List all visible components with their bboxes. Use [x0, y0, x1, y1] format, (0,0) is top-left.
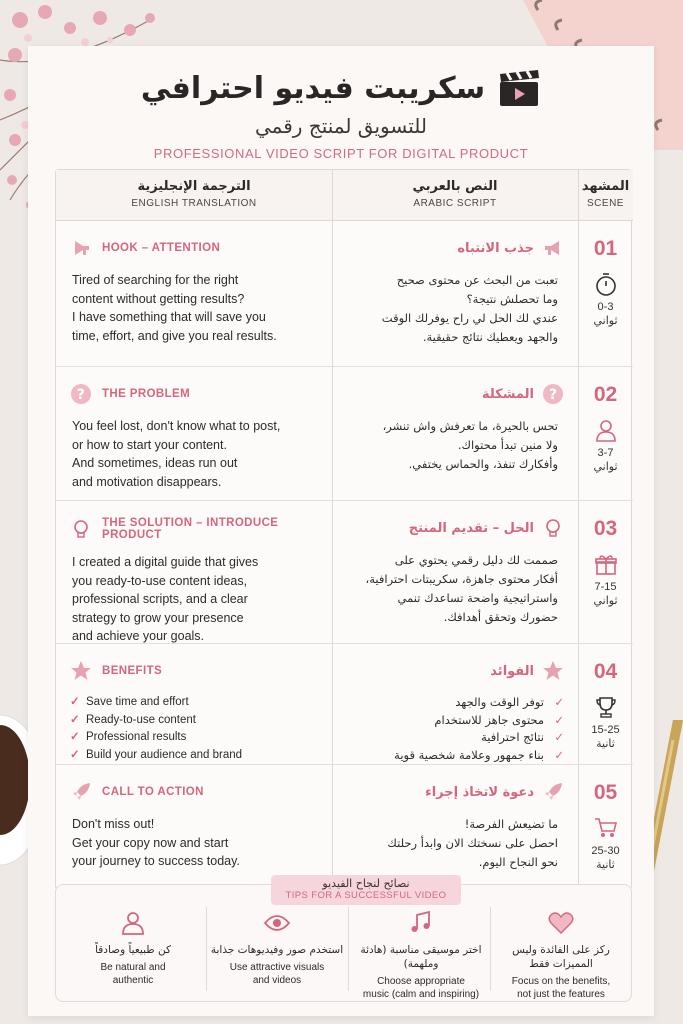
- clapperboard-icon: [497, 68, 541, 108]
- scene-title-en: HOOK – ATTENTION: [102, 242, 221, 254]
- column-header-arabic-en: ARABIC SCRIPT: [413, 198, 497, 209]
- list-item: ✓ توفر الوقت والجهد: [342, 694, 564, 712]
- text-line: professional scripts, and a clear: [72, 592, 248, 606]
- text-line: and motivation disappears.: [72, 474, 222, 489]
- text-line: and videos: [252, 975, 302, 986]
- column-header-english-ar: الترجمة الإنجليزية: [137, 179, 251, 194]
- column-header-scene-ar: المشهد: [581, 179, 630, 194]
- text-line: وأفكارك تنفذ، والحماس يختفي.: [408, 457, 558, 471]
- table-header: [56, 170, 633, 221]
- eye-icon: [263, 909, 291, 937]
- list-item: ✓ Build your audience and brand: [70, 747, 322, 765]
- scene-number: 04: [593, 660, 618, 683]
- rocket-icon: [70, 781, 92, 803]
- lightbulb-icon: [70, 518, 92, 540]
- script-sheet: [28, 46, 654, 1016]
- tips-title-ar: نصائح لنجاح الفيديو: [322, 877, 410, 890]
- scene-title-ar: دعوة لاتخاذ إجراء: [425, 784, 534, 800]
- text-line: حضورك وتحقق أهدافك.: [443, 610, 558, 624]
- scene-title-en: BENEFITS: [102, 665, 163, 677]
- trophy-icon: [593, 694, 619, 720]
- text-line: وما تحصلش نتيجة؟: [466, 292, 558, 306]
- scene-time-unit: ثواني: [593, 314, 618, 327]
- scene-cell: [578, 644, 633, 764]
- scene-text-en: [70, 553, 322, 646]
- music-icon: [407, 909, 435, 937]
- tip-text-ar: ركز على الفائدة وليس المميزات فقط: [512, 944, 610, 970]
- scene-title-ar: الفوائد: [490, 663, 534, 679]
- tips-panel: [55, 877, 632, 1002]
- arabic-script-cell: [332, 765, 578, 891]
- english-translation-cell: [56, 501, 332, 643]
- page-subtitle-ar: للتسويق لمنتج رقمي: [255, 114, 427, 138]
- text-line: Don't miss out!: [72, 817, 155, 831]
- text-line: Get your copy now and start: [72, 835, 229, 850]
- text-line: Focus on the benefits,: [511, 976, 611, 987]
- scene-number: 03: [593, 517, 618, 540]
- tip-item: [354, 909, 488, 1001]
- text-line: عندي لك الحل لي راح يوفرلك الوقت: [381, 311, 558, 325]
- column-header-arabic: [332, 170, 578, 221]
- column-header-scene-en: SCENE: [587, 198, 624, 209]
- benefits-list-en: [70, 694, 322, 764]
- column-header-english-en: ENGLISH TRANSLATION: [131, 198, 257, 209]
- benefits-list-ar: [342, 694, 564, 764]
- table-row: [56, 221, 633, 367]
- text-line: Choose appropriate: [377, 976, 465, 987]
- scene-text-ar: [342, 815, 564, 872]
- tip-text-ar: اختر موسيقى مناسبة (هادئة وملهمة): [360, 944, 482, 970]
- text-line: authentic: [112, 975, 154, 986]
- star-icon: [70, 660, 92, 682]
- arabic-script-cell: [332, 221, 578, 366]
- page-subtitle-en: PROFESSIONAL VIDEO SCRIPT FOR DIGITAL PRODUCT: [153, 146, 529, 161]
- text-line: Use attractive visuals: [229, 962, 325, 973]
- english-translation-cell: [56, 644, 332, 764]
- text-line: تعبت من البحث عن محتوى صحيح: [396, 273, 558, 287]
- svg-text:?: ?: [76, 387, 86, 403]
- text-line: نحو النجاح اليوم.: [478, 855, 558, 869]
- table-row: [56, 644, 633, 765]
- text-line: not just the features: [517, 989, 605, 1000]
- text-line: Tired of searching for the right: [72, 273, 239, 287]
- tip-divider: [206, 907, 207, 991]
- scene-time-unit: ثواني: [593, 594, 618, 607]
- scene-time: 3-7: [597, 447, 614, 459]
- arabic-script-cell: [332, 367, 578, 500]
- scene-title-ar: جذب الانتباه: [457, 240, 534, 256]
- text-line: time, effort, and give you real results.: [72, 328, 277, 343]
- gift-icon: [593, 551, 619, 577]
- text-line: واستراتيجية واضحة تساعدك تنمي: [397, 591, 558, 605]
- scene-title-en: CALL TO ACTION: [102, 786, 204, 798]
- tips-title-badge: [271, 875, 461, 905]
- megaphone-icon: [70, 237, 92, 259]
- scene-cell: [578, 501, 633, 643]
- list-item: ✓ محتوى جاهز للاستخدام: [342, 712, 564, 730]
- scene-text-ar: [342, 551, 564, 627]
- text-line: you ready-to-use content ideas,: [72, 573, 248, 588]
- scene-time-unit: ثانية: [596, 858, 615, 871]
- scene-cell: [578, 221, 633, 366]
- english-translation-cell: [56, 765, 332, 891]
- scene-time-unit: ثواني: [593, 460, 618, 473]
- table-row: [56, 367, 633, 501]
- text-line: صممت لك دليل رقمي يحتوي على: [394, 553, 558, 567]
- text-line: and achieve your goals.: [72, 629, 205, 643]
- tip-text-en: [210, 961, 344, 987]
- scene-time: 25-30: [591, 845, 620, 857]
- text-line: احصل على نسختك الان وابدأ رحلتك: [387, 836, 558, 850]
- svg-text:?: ?: [548, 387, 558, 403]
- text-line: your journey to success today.: [72, 854, 240, 868]
- scene-number: 02: [593, 383, 618, 406]
- tip-divider: [348, 907, 349, 991]
- tip-item: [210, 909, 344, 987]
- question-icon: [542, 383, 564, 405]
- scene-title-ar: المشكلة: [481, 386, 534, 402]
- scene-text-ar: [342, 417, 564, 474]
- scene-text-en: [70, 417, 322, 491]
- scene-text-ar: [342, 271, 564, 347]
- text-line: And sometimes, ideas run out: [72, 456, 238, 470]
- scene-text-en: [70, 815, 322, 871]
- scene-time-unit: ثانية: [596, 737, 615, 750]
- text-line: You feel lost, don't know what to post,: [72, 419, 281, 433]
- text-line: ما تضيعش الفرصة!: [464, 817, 558, 831]
- list-item: ✓ بناء جمهور وعلامة شخصية قوية: [342, 747, 564, 765]
- text-line: I have something that will save you: [72, 310, 266, 324]
- scene-cell: [578, 765, 633, 891]
- text-line: Be natural and: [100, 962, 166, 973]
- star-icon: [542, 660, 564, 682]
- list-item: ✓ Ready-to-use content: [70, 712, 322, 730]
- scene-text-en: [70, 271, 322, 345]
- arabic-script-cell: [332, 501, 578, 643]
- table-row: [56, 765, 633, 891]
- question-icon: [70, 383, 92, 405]
- tip-text-en: [494, 975, 628, 1001]
- scene-title-en: THE PROBLEM: [102, 388, 191, 400]
- column-header-english: [56, 170, 332, 221]
- person-icon: [593, 417, 619, 443]
- lightbulb-icon: [542, 517, 564, 539]
- table-row: [56, 501, 633, 644]
- sheet-header: [28, 68, 654, 161]
- heart-icon: [547, 909, 575, 937]
- tip-text-ar: كن طبيعياً وصادقاً: [95, 944, 171, 956]
- tip-text-en: [66, 961, 200, 987]
- arabic-script-cell: [332, 644, 578, 764]
- text-line: والجهد ويعطيك نتائج حقيقية.: [422, 330, 558, 344]
- text-line: music (calm and inspiring): [362, 989, 480, 1000]
- megaphone-icon: [542, 237, 564, 259]
- page-title: سكريبت فيديو احترافي: [140, 70, 486, 106]
- list-item: ✓ نتائج احترافية: [342, 729, 564, 747]
- cart-icon: [593, 815, 619, 841]
- text-line: تحس بالحيرة، ما تعرفش واش تنشر،: [382, 419, 558, 433]
- text-line: ولا منين تبدأ محتواك.: [457, 438, 558, 452]
- english-translation-cell: [56, 221, 332, 366]
- rocket-icon: [542, 781, 564, 803]
- english-translation-cell: [56, 367, 332, 500]
- script-table: [55, 169, 632, 890]
- scene-time: 7-15: [594, 581, 617, 593]
- tip-item: [494, 909, 628, 1001]
- scene-time: 0-3: [597, 301, 614, 313]
- scene-number: 01: [593, 237, 618, 260]
- scene-cell: [578, 367, 633, 500]
- column-header-scene: [578, 170, 633, 221]
- person-icon: [119, 909, 147, 937]
- text-line: content without getting results?: [72, 291, 245, 306]
- list-item: ✓ Professional results: [70, 729, 322, 747]
- tip-item: [66, 909, 200, 987]
- list-item: ✓ Save time and effort: [70, 694, 322, 712]
- scene-time: 15-25: [591, 724, 620, 736]
- text-line: strategy to grow your presence: [72, 610, 244, 625]
- tip-divider: [490, 907, 491, 991]
- text-line: or how to start your content.: [72, 437, 227, 452]
- scene-title-ar: الحل – تقديم المنتج: [408, 520, 534, 536]
- column-header-arabic-ar: النص بالعربي: [412, 179, 498, 194]
- scene-title-en: THE SOLUTION – INTRODUCE PRODUCT: [102, 517, 279, 541]
- tip-text-en: [354, 975, 488, 1001]
- text-line: أفكار محتوى جاهزة، سكريبتات احترافية،: [365, 572, 558, 586]
- scene-number: 05: [593, 781, 618, 804]
- tip-text-ar: استخدم صور وفيديوهات جذابة: [210, 944, 344, 956]
- tips-title-en: TIPS FOR A SUCCESSFUL VIDEO: [285, 890, 447, 901]
- stopwatch-icon: [593, 271, 619, 297]
- text-line: I created a digital guide that gives: [72, 555, 259, 569]
